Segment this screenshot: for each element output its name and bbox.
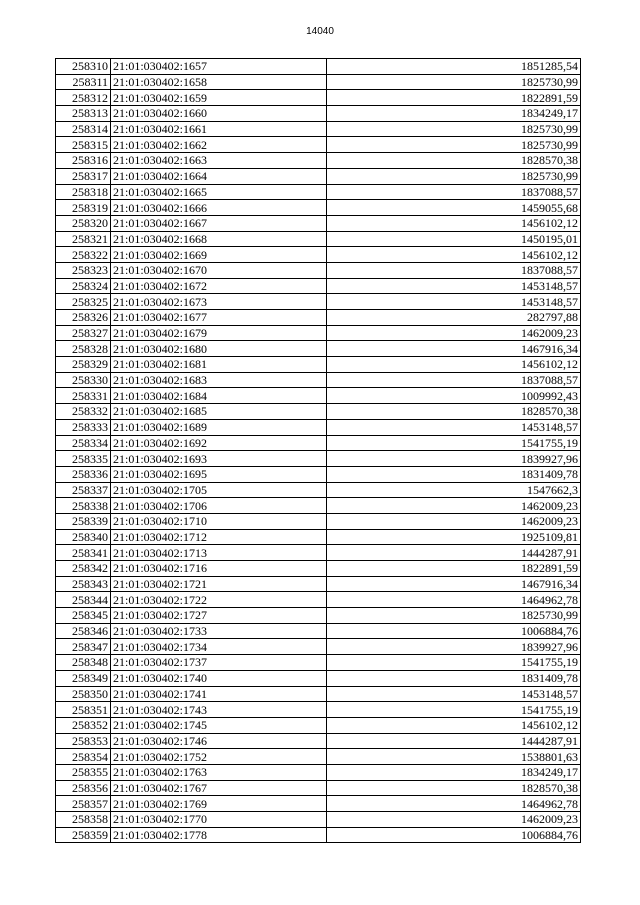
page-number: 14040 <box>306 26 334 37</box>
cadastral-number-cell: 21:01:030402:1680 <box>111 341 327 357</box>
cadastral-value-cell: 1831409,78 <box>327 670 581 686</box>
table-row <box>56 749 581 765</box>
table-row <box>56 592 581 608</box>
row-number-cell: 258338 <box>56 498 111 514</box>
table-row <box>56 419 581 435</box>
table-row <box>56 513 581 529</box>
cadastral-number-cell: 21:01:030402:1662 <box>111 137 327 153</box>
cadastral-number-cell: 21:01:030402:1692 <box>111 435 327 451</box>
row-number-cell: 258339 <box>56 513 111 529</box>
cadastral-number-cell: 21:01:030402:1677 <box>111 310 327 326</box>
cadastral-number-cell: 21:01:030402:1667 <box>111 215 327 231</box>
cadastral-number-cell: 21:01:030402:1659 <box>111 90 327 106</box>
cadastral-number-cell: 21:01:030402:1657 <box>111 59 327 75</box>
cadastral-value-cell: 1825730,99 <box>327 168 581 184</box>
table-row <box>56 262 581 278</box>
cadastral-number-cell: 21:01:030402:1668 <box>111 231 327 247</box>
row-number-cell: 258336 <box>56 466 111 482</box>
row-number-cell: 258331 <box>56 388 111 404</box>
cadastral-value-cell: 1837088,57 <box>327 262 581 278</box>
cadastral-number-cell: 21:01:030402:1740 <box>111 670 327 686</box>
row-number-cell: 258342 <box>56 561 111 577</box>
table-row <box>56 357 581 373</box>
cadastral-number-cell: 21:01:030402:1679 <box>111 325 327 341</box>
table-row <box>56 702 581 718</box>
row-number-cell: 258343 <box>56 576 111 592</box>
cadastral-value-cell: 1444287,91 <box>327 733 581 749</box>
row-number-cell: 258315 <box>56 137 111 153</box>
cadastral-value-cell: 1541755,19 <box>327 435 581 451</box>
row-number-cell: 258327 <box>56 325 111 341</box>
table-row <box>56 278 581 294</box>
cadastral-value-cell: 1456102,12 <box>327 215 581 231</box>
row-number-cell: 258318 <box>56 184 111 200</box>
cadastral-value-cell: 1839927,96 <box>327 639 581 655</box>
cadastral-number-cell: 21:01:030402:1660 <box>111 106 327 122</box>
row-number-cell: 258358 <box>56 812 111 828</box>
row-number-cell: 258317 <box>56 168 111 184</box>
cadastral-number-cell: 21:01:030402:1722 <box>111 592 327 608</box>
cadastral-value-cell: 1467916,34 <box>327 576 581 592</box>
table-row <box>56 655 581 671</box>
table-row <box>56 435 581 451</box>
cadastral-number-cell: 21:01:030402:1683 <box>111 372 327 388</box>
cadastral-number-cell: 21:01:030402:1658 <box>111 74 327 90</box>
cadastral-value-cell: 1828570,38 <box>327 404 581 420</box>
table-row <box>56 106 581 122</box>
table-row <box>56 231 581 247</box>
table-row <box>56 576 581 592</box>
cadastral-number-cell: 21:01:030402:1669 <box>111 247 327 263</box>
table-row <box>56 670 581 686</box>
cadastral-number-cell: 21:01:030402:1672 <box>111 278 327 294</box>
table-row <box>56 404 581 420</box>
cadastral-value-cell: 1828570,38 <box>327 153 581 169</box>
row-number-cell: 258319 <box>56 200 111 216</box>
cadastral-number-cell: 21:01:030402:1670 <box>111 262 327 278</box>
row-number-cell: 258355 <box>56 764 111 780</box>
cadastral-value-cell: 1834249,17 <box>327 106 581 122</box>
cadastral-number-cell: 21:01:030402:1713 <box>111 545 327 561</box>
cadastral-number-cell: 21:01:030402:1666 <box>111 200 327 216</box>
row-number-cell: 258314 <box>56 121 111 137</box>
table-row <box>56 310 581 326</box>
cadastral-value-cell: 282797,88 <box>327 310 581 326</box>
row-number-cell: 258359 <box>56 827 111 843</box>
row-number-cell: 258328 <box>56 341 111 357</box>
table-row <box>56 482 581 498</box>
row-number-cell: 258351 <box>56 702 111 718</box>
row-number-cell: 258330 <box>56 372 111 388</box>
cadastral-value-cell: 1837088,57 <box>327 372 581 388</box>
table-row <box>56 733 581 749</box>
cadastral-number-cell: 21:01:030402:1716 <box>111 561 327 577</box>
row-number-cell: 258323 <box>56 262 111 278</box>
cadastral-value-cell: 1925109,81 <box>327 529 581 545</box>
cadastral-number-cell: 21:01:030402:1721 <box>111 576 327 592</box>
cadastral-number-cell: 21:01:030402:1712 <box>111 529 327 545</box>
row-number-cell: 258321 <box>56 231 111 247</box>
cadastral-value-cell: 1467916,34 <box>327 341 581 357</box>
table-row <box>56 796 581 812</box>
cadastral-number-cell: 21:01:030402:1665 <box>111 184 327 200</box>
cadastral-value-cell: 1825730,99 <box>327 121 581 137</box>
cadastral-value-cell: 1453148,57 <box>327 419 581 435</box>
cadastral-number-cell: 21:01:030402:1689 <box>111 419 327 435</box>
row-number-cell: 258334 <box>56 435 111 451</box>
table-row <box>56 372 581 388</box>
cadastral-number-cell: 21:01:030402:1727 <box>111 608 327 624</box>
table-row <box>56 812 581 828</box>
cadastral-number-cell: 21:01:030402:1693 <box>111 451 327 467</box>
cadastral-value-cell: 1462009,23 <box>327 498 581 514</box>
row-number-cell: 258310 <box>56 59 111 75</box>
table-row <box>56 200 581 216</box>
table-row <box>56 639 581 655</box>
cadastral-value-cell: 1822891,59 <box>327 90 581 106</box>
table-row <box>56 294 581 310</box>
row-number-cell: 258344 <box>56 592 111 608</box>
table-row <box>56 717 581 733</box>
cadastral-number-cell: 21:01:030402:1710 <box>111 513 327 529</box>
cadastral-value-cell: 1547662,3 <box>327 482 581 498</box>
row-number-cell: 258326 <box>56 310 111 326</box>
row-number-cell: 258340 <box>56 529 111 545</box>
cadastral-value-cell: 1006884,76 <box>327 623 581 639</box>
row-number-cell: 258332 <box>56 404 111 420</box>
table-row <box>56 451 581 467</box>
cadastral-value-cell: 1456102,12 <box>327 247 581 263</box>
table-row <box>56 498 581 514</box>
table-row <box>56 466 581 482</box>
cadastral-value-cell: 1453148,57 <box>327 278 581 294</box>
cadastral-value-cell: 1453148,57 <box>327 686 581 702</box>
table-row <box>56 764 581 780</box>
cadastral-value-cell: 1825730,99 <box>327 74 581 90</box>
row-number-cell: 258320 <box>56 215 111 231</box>
cadastral-number-cell: 21:01:030402:1752 <box>111 749 327 765</box>
cadastral-value-cell: 1462009,23 <box>327 812 581 828</box>
cadastral-number-cell: 21:01:030402:1737 <box>111 655 327 671</box>
cadastral-value-cell: 1825730,99 <box>327 137 581 153</box>
cadastral-number-cell: 21:01:030402:1695 <box>111 466 327 482</box>
cadastral-number-cell: 21:01:030402:1706 <box>111 498 327 514</box>
row-number-cell: 258337 <box>56 482 111 498</box>
row-number-cell: 258349 <box>56 670 111 686</box>
cadastral-number-cell: 21:01:030402:1746 <box>111 733 327 749</box>
row-number-cell: 258312 <box>56 90 111 106</box>
table-row <box>56 529 581 545</box>
cadastral-value-cell: 1538801,63 <box>327 749 581 765</box>
cadastral-number-cell: 21:01:030402:1745 <box>111 717 327 733</box>
cadastral-number-cell: 21:01:030402:1673 <box>111 294 327 310</box>
cadastral-number-cell: 21:01:030402:1685 <box>111 404 327 420</box>
cadastral-number-cell: 21:01:030402:1681 <box>111 357 327 373</box>
row-number-cell: 258324 <box>56 278 111 294</box>
cadastral-value-cell: 1839927,96 <box>327 451 581 467</box>
table-row <box>56 59 581 75</box>
row-number-cell: 258348 <box>56 655 111 671</box>
row-number-cell: 258316 <box>56 153 111 169</box>
table-row <box>56 561 581 577</box>
registry-table-body <box>56 59 581 843</box>
table-row <box>56 121 581 137</box>
cadastral-value-cell: 1456102,12 <box>327 717 581 733</box>
cadastral-number-cell: 21:01:030402:1763 <box>111 764 327 780</box>
table-row <box>56 90 581 106</box>
cadastral-number-cell: 21:01:030402:1743 <box>111 702 327 718</box>
cadastral-value-cell: 1831409,78 <box>327 466 581 482</box>
row-number-cell: 258350 <box>56 686 111 702</box>
cadastral-value-cell: 1541755,19 <box>327 655 581 671</box>
cadastral-value-cell: 1834249,17 <box>327 764 581 780</box>
row-number-cell: 258333 <box>56 419 111 435</box>
cadastral-number-cell: 21:01:030402:1661 <box>111 121 327 137</box>
cadastral-value-cell: 1462009,23 <box>327 325 581 341</box>
table-row <box>56 153 581 169</box>
row-number-cell: 258345 <box>56 608 111 624</box>
row-number-cell: 258352 <box>56 717 111 733</box>
table-row <box>56 388 581 404</box>
cadastral-value-cell: 1459055,68 <box>327 200 581 216</box>
table-row <box>56 341 581 357</box>
cadastral-value-cell: 1464962,78 <box>327 796 581 812</box>
table-row <box>56 608 581 624</box>
table-row <box>56 168 581 184</box>
cadastral-value-cell: 1464962,78 <box>327 592 581 608</box>
row-number-cell: 258357 <box>56 796 111 812</box>
row-number-cell: 258356 <box>56 780 111 796</box>
table-row <box>56 137 581 153</box>
row-number-cell: 258322 <box>56 247 111 263</box>
table-row <box>56 184 581 200</box>
row-number-cell: 258311 <box>56 74 111 90</box>
cadastral-value-cell: 1837088,57 <box>327 184 581 200</box>
table-row <box>56 74 581 90</box>
table-row <box>56 247 581 263</box>
cadastral-number-cell: 21:01:030402:1705 <box>111 482 327 498</box>
row-number-cell: 258347 <box>56 639 111 655</box>
cadastral-value-cell: 1456102,12 <box>327 357 581 373</box>
cadastral-number-cell: 21:01:030402:1741 <box>111 686 327 702</box>
cadastral-number-cell: 21:01:030402:1663 <box>111 153 327 169</box>
cadastral-number-cell: 21:01:030402:1767 <box>111 780 327 796</box>
row-number-cell: 258313 <box>56 106 111 122</box>
registry-table <box>55 58 581 843</box>
cadastral-value-cell: 1825730,99 <box>327 608 581 624</box>
row-number-cell: 258346 <box>56 623 111 639</box>
cadastral-value-cell: 1450195,01 <box>327 231 581 247</box>
cadastral-number-cell: 21:01:030402:1769 <box>111 796 327 812</box>
row-number-cell: 258354 <box>56 749 111 765</box>
cadastral-value-cell: 1851285,54 <box>327 59 581 75</box>
cadastral-value-cell: 1009992,43 <box>327 388 581 404</box>
cadastral-number-cell: 21:01:030402:1664 <box>111 168 327 184</box>
cadastral-number-cell: 21:01:030402:1734 <box>111 639 327 655</box>
cadastral-number-cell: 21:01:030402:1733 <box>111 623 327 639</box>
cadastral-value-cell: 1453148,57 <box>327 294 581 310</box>
cadastral-value-cell: 1462009,23 <box>327 513 581 529</box>
row-number-cell: 258341 <box>56 545 111 561</box>
row-number-cell: 258329 <box>56 357 111 373</box>
table-row <box>56 215 581 231</box>
cadastral-value-cell: 1822891,59 <box>327 561 581 577</box>
cadastral-value-cell: 1006884,76 <box>327 827 581 843</box>
cadastral-value-cell: 1541755,19 <box>327 702 581 718</box>
table-row <box>56 780 581 796</box>
cadastral-value-cell: 1444287,91 <box>327 545 581 561</box>
cadastral-value-cell: 1828570,38 <box>327 780 581 796</box>
cadastral-number-cell: 21:01:030402:1778 <box>111 827 327 843</box>
table-row <box>56 623 581 639</box>
row-number-cell: 258335 <box>56 451 111 467</box>
cadastral-number-cell: 21:01:030402:1770 <box>111 812 327 828</box>
cadastral-number-cell: 21:01:030402:1684 <box>111 388 327 404</box>
table-row <box>56 545 581 561</box>
row-number-cell: 258325 <box>56 294 111 310</box>
row-number-cell: 258353 <box>56 733 111 749</box>
table-row <box>56 325 581 341</box>
table-row <box>56 686 581 702</box>
table-row <box>56 827 581 843</box>
